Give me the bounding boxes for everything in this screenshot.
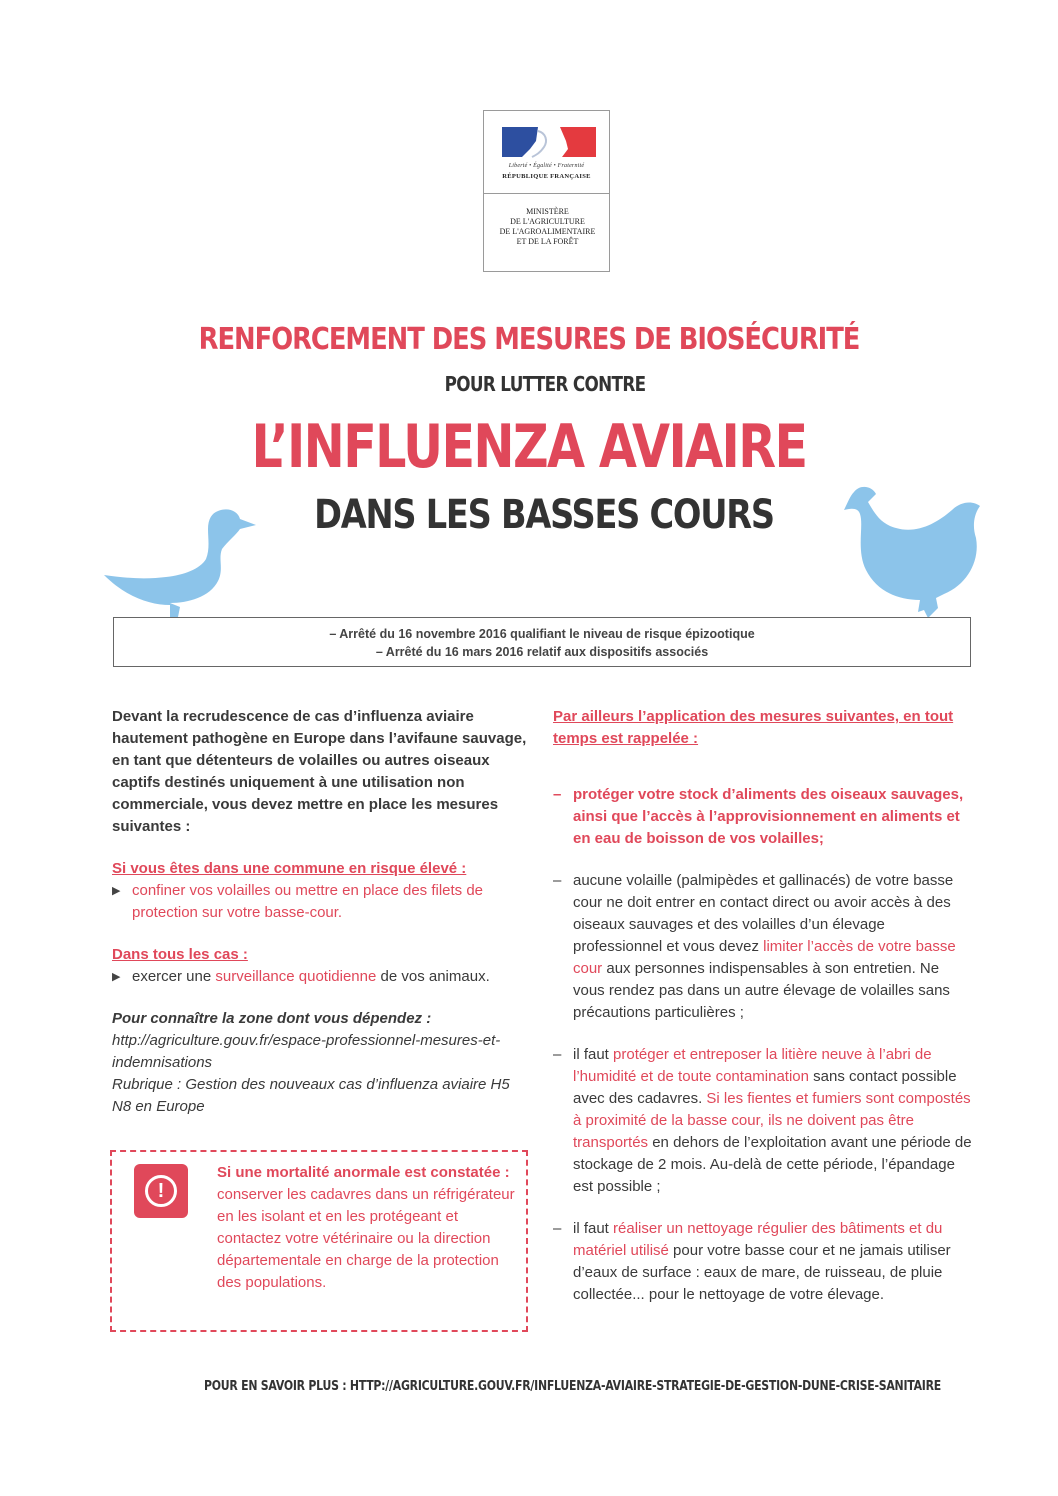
alert-text [217,1162,517,1294]
measure-item-3-text-end: en dehors de l’exploitation avant une période de stockage de 2 mois. Au-delà de cette période, l’épandage est possible ; [573,1134,972,1195]
high-risk-heading: Si vous êtes dans une commune en risque élevé : [112,860,467,877]
left-column [112,706,532,1118]
measure-item-4-highlight: réaliser un nettoyage régulier des bâtiments et du matériel utilisé [573,1220,943,1259]
alert-body: conserver les cadavres dans un réfrigérateur en les isolant et en les protégeant et contactez votre vétérinaire ou la direction départementale en charge de la protection des populations. [217,1186,515,1291]
all-cases-item [112,966,532,988]
measure-item-1: – protéger votre stock d’aliments des oiseaux sauvages, ainsi que l’accès à l’approvisionnement en aliments et en eau de boisson de vos volailles; [553,786,964,847]
measure-item-2: – aucune volaille (palmipèdes et gallinacés) de votre basse cour ne doit entrer en contact direct ou avoir accès à des oiseaux sauvages et des volailles d’un élevage professionnel et vous devez limiter l’accès de votre basse cour aux personnes indispensables à son entretien. Ne vous rendez pas dans un autre élevage de volailles sans précautions particulières ; [553,872,956,1021]
headline-biosecurity: RENFORCEMENT DES MESURES DE BIOSÉCURITÉ [198,322,860,357]
right-heading: Par ailleurs l’application des mesures suivantes, en tout temps est rappelée : [553,708,954,747]
measure-item-3-highlight-2: Si les fientes et fumiers sont compostés à proximité de la basse cour, ils ne doivent pas être transportés [573,1090,971,1151]
all-cases-text-end: de vos animaux. [376,968,490,985]
headline-subtitle: POUR LUTTER CONTRE [444,372,646,396]
more-info-footer[interactable]: POUR EN SAVOIR PLUS : HTTP://AGRICULTURE.GOUV.FR/INFLUENZA-AVIAIRE-STRATEGIE-DE-GESTION-DUNE-CRISE-SANITAIRE [204,1379,941,1394]
triangle-bullet-icon: ▶ [112,885,121,897]
triangle-bullet-icon: ▶ [112,971,121,983]
measure-item-2-text-end: aux personnes indispensables à son entretien. Ne vous rendez pas dans un autre élevage de volailles sans précautions particulières ; [573,960,950,1021]
all-cases-highlight: surveillance quotidienne [215,968,377,985]
all-cases-text: exercer une [132,968,216,985]
measure-item-3: – il faut protéger et entreposer la litière neuve à l’abri de l’humidité et de toute contamination sans contact possible avec des cadavres. Si les fientes et fumiers sont compostés à proximité de la basse cour, ils ne doivent pas être transportés en dehors de l’exploitation avant une période de stockage de 2 mois. Au-delà de cette période, l’épandage est possible ; [553,1046,972,1195]
measure-item-2-highlight: limiter l’accès de votre basse cour [573,938,956,977]
legal-references [113,617,971,667]
zone-heading: Pour connaître la zone dont vous dépendez : [112,1010,432,1027]
marianne-flag-icon [502,123,596,161]
duck-icon [100,505,260,617]
high-risk-item-text: confiner vos volailles ou mettre en place des filets de protection sur votre basse-cour. [132,882,484,921]
all-cases-heading: Dans tous les cas : [112,946,248,963]
right-column [553,706,973,1306]
ministry-logo [483,110,610,272]
measure-item-3-text-mid: sans contact possible avec des cadavres. [573,1068,957,1107]
measure-item-4-text-end: pour votre basse cour et ne jamais utiliser d’eaux de surface : eaux de mare, de ruisseau, de pluie collectée... pour le nettoyage de votre élevage. [573,1242,951,1303]
reference-line: – Arrêté du 16 novembre 2016 qualifiant le niveau de risque épizootique [329,627,755,641]
intro-paragraph: Devant la recrudescence de cas d’influenza aviaire hautement pathogène en Europe dans l’avifaune sauvage, en tant que détenteurs de volailles ou autres oiseaux captifs destinés uniquement à une utilisation non commerciale, vous devez mettre en place les mesures suivantes : [112,708,527,835]
high-risk-item [112,880,532,924]
measure-item-1-text: protéger votre stock d’aliments des oiseaux sauvages, ainsi que l’accès à l’approvisionnement en aliments et en eau de boisson de vos volailles; [573,786,964,847]
reference-line: – Arrêté du 16 mars 2016 relatif aux dispositifs associés [375,645,709,659]
measure-item-2-text: aucune volaille (palmipèdes et gallinacés) de votre basse cour ne doit entrer en contact direct ou avoir accès à des oiseaux sauvages et des volailles d’un élevage professionnel et vous devez [573,872,954,955]
alert-heading: Si une mortalité anormale est constatée : [217,1164,510,1181]
zone-link[interactable]: http://agriculture.gouv.fr/espace-professionnel-mesures-et-indemnisations [112,1032,501,1071]
measure-item-4: – il faut réaliser un nettoyage régulier des bâtiments et du matériel utilisé pour votre basse cour et ne jamais utiliser d’eaux de surface : eaux de mare, de ruisseau, de pluie collectée... pour le nettoyage de votre élevage. [553,1220,951,1303]
warning-icon: ! [134,1164,188,1218]
mortality-alert-box [110,1150,528,1332]
logo-divider [484,193,609,194]
ministry-name: MINISTÈRE DE L'AGRICULTURE DE L'AGROALIMENTAIRE ET DE LA FORÊT [499,207,596,246]
zone-rubrique: Rubrique : Gestion des nouveaux cas d’influenza aviaire H5 N8 en Europe [112,1076,510,1115]
headline-influenza: L’INFLUENZA AVIAIRE [251,412,807,482]
republic-name: RÉPUBLIQUE FRANÇAISE [502,173,591,180]
republic-motto: Liberté • Égalité • Fraternité [508,163,585,169]
headline-backyards: DANS LES BASSES COURS [314,492,774,538]
measure-item-4-text: il faut [573,1220,614,1237]
measure-item-3-text: il faut [573,1046,614,1063]
hen-icon [840,480,980,618]
measure-item-3-highlight-1: protéger et entreposer la litière neuve à l’abri de l’humidité et de toute contamination [573,1046,932,1085]
